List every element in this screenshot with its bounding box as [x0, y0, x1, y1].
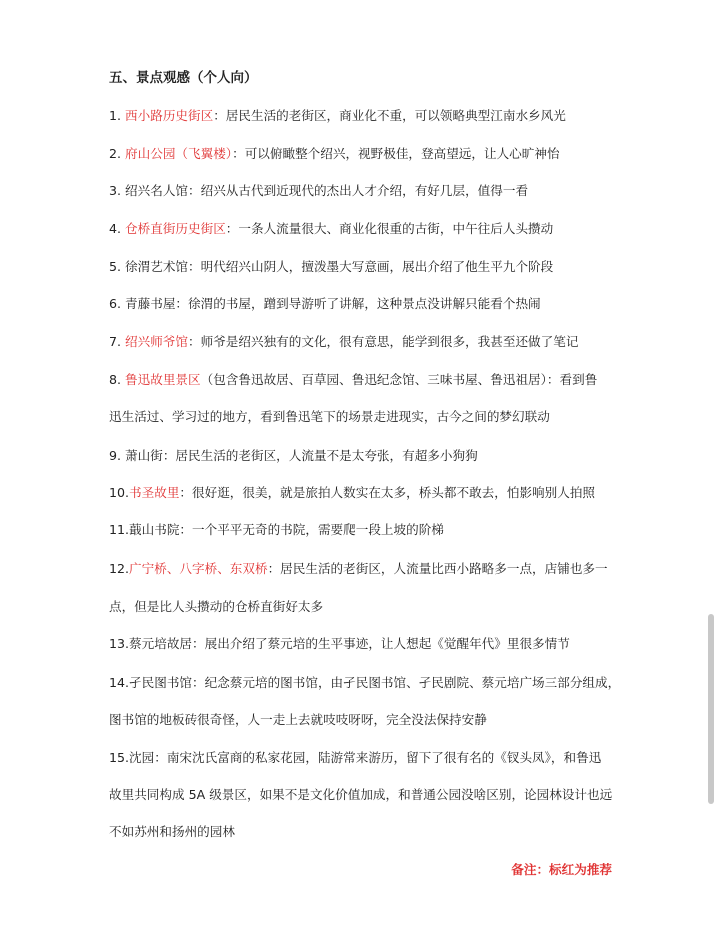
item-number: 8. [109, 372, 122, 387]
item-name: 萧山街 [125, 448, 163, 463]
list-item-4 [109, 219, 553, 239]
list-item-12 [109, 559, 608, 579]
item-description: ：展出介绍了蔡元培的生平事迹，让人想起《觉醒年代》里很多情节 [192, 636, 570, 651]
item-number: 1. [109, 108, 122, 123]
item-name: 绍兴名人馆 [125, 183, 189, 198]
item-number: 9. [109, 448, 122, 463]
item-number: 4. [109, 221, 122, 236]
vertical-scrollbar[interactable] [708, 614, 714, 804]
item-description: ：居民生活的老街区，人流量不是太夸张，有超多小狗狗 [162, 448, 478, 463]
item-number: 11. [109, 522, 130, 537]
list-item-14-continuation: 图书馆的地板砖很奇怪，人一走上去就吱吱呀呀，完全没法保持安静 [109, 712, 487, 727]
item-name-recommended: 鲁迅故里景区 [125, 372, 201, 387]
item-name: 蔡元培故居 [129, 636, 192, 651]
item-description: ：可以俯瞰整个绍兴，视野极佳，登高望远，让人心旷神怡 [232, 146, 560, 161]
item-description: ：居民生活的老街区，人流量比西小路略多一点，店铺也多一 [267, 561, 608, 576]
item-number: 5. [109, 259, 122, 274]
item-description: （包含鲁迅故居、百草园、鲁迅纪念馆、三味书屋、鲁迅祖居）：看到鲁 [200, 372, 598, 387]
list-item-8 [109, 370, 597, 390]
list-item-11 [109, 520, 444, 540]
list-item-1 [109, 106, 566, 126]
item-number: 7. [109, 334, 122, 349]
list-item-2 [109, 144, 560, 164]
item-number: 2. [109, 146, 122, 161]
item-number: 14. [109, 675, 130, 690]
list-item-15-continuation: 故里共同构成 5A 级景区，如果不是文化价值加成，和普通公园没啥区别，论园林设计也远 [109, 787, 613, 802]
item-name: 沈园 [129, 750, 155, 765]
item-name-recommended: 绍兴师爷馆 [125, 334, 189, 349]
list-item-15-continuation-2: 不如苏州和扬州的园林 [109, 824, 235, 839]
item-name: 徐渭艺术馆 [125, 259, 189, 274]
item-number: 13. [109, 636, 130, 651]
recommendation-note: 备注：标红为推荐 [511, 862, 612, 877]
list-item-9 [109, 446, 478, 466]
item-number: 6. [109, 296, 122, 311]
item-description: ：纪念蔡元培的图书馆，由孑民图书馆、孑民剧院、蔡元培广场三部分组成， [192, 675, 621, 690]
item-number: 12. [109, 561, 130, 576]
item-description: ：居民生活的老街区，商业化不重，可以领略典型江南水乡风光 [213, 108, 566, 123]
item-name-recommended: 西小路历史街区 [125, 108, 214, 123]
list-item-10 [109, 483, 595, 503]
list-item-14 [109, 673, 620, 693]
item-description: ：徐渭的书屋，蹭到导游听了讲解，这种景点没讲解只能看个热闹 [175, 296, 541, 311]
item-name-recommended: 广宁桥、八字桥、东双桥 [129, 561, 268, 576]
list-item-6 [109, 294, 541, 314]
item-number: 15. [109, 750, 130, 765]
list-item-8-continuation: 迅生活过、学习过的地方，看到鲁迅笔下的场景走进现实，古今之间的梦幻联动 [109, 409, 550, 424]
item-description: ：明代绍兴山阴人，擅泼墨大写意画，展出介绍了他生平九个阶段 [188, 259, 554, 274]
item-number: 3. [109, 183, 122, 198]
item-description: ：师爷是绍兴独有的文化，很有意思，能学到很多，我甚至还做了笔记 [188, 334, 579, 349]
item-description: ：很好逛，很美，就是旅拍人数实在太多，桥头都不敢去，怕影响别人拍照 [179, 485, 595, 500]
section-heading: 五、景点观感（个人向） [109, 70, 258, 86]
item-name-recommended: 书圣故里 [129, 485, 180, 500]
list-item-12-continuation: 点，但是比人头攒动的仓桥直街好太多 [109, 599, 324, 614]
list-item-5 [109, 257, 553, 277]
item-name-recommended: 仓桥直街历史街区 [125, 221, 226, 236]
item-description: ：绍兴从古代到近现代的杰出人才介绍，有好几层，值得一看 [188, 183, 529, 198]
item-description: ：南宋沈氏富商的私家花园，陆游常来游历，留下了很有名的《钗头凤》，和鲁迅 [154, 750, 602, 765]
item-name: 青藤书屋 [125, 296, 176, 311]
list-item-7 [109, 332, 578, 352]
list-item-15 [109, 748, 601, 768]
item-description: ：一个平平无奇的书院，需要爬一段上坡的阶梯 [179, 522, 444, 537]
list-item-13 [109, 634, 570, 654]
item-name: 孑民图书馆 [129, 675, 192, 690]
list-item-3 [109, 181, 528, 201]
item-number: 10. [109, 485, 130, 500]
item-name-recommended: 府山公园（飞翼楼） [125, 146, 233, 161]
item-name: 蕺山书院 [129, 522, 180, 537]
item-description: ：一条人流量很大、商业化很重的古街，中午往后人头攒动 [225, 221, 554, 236]
